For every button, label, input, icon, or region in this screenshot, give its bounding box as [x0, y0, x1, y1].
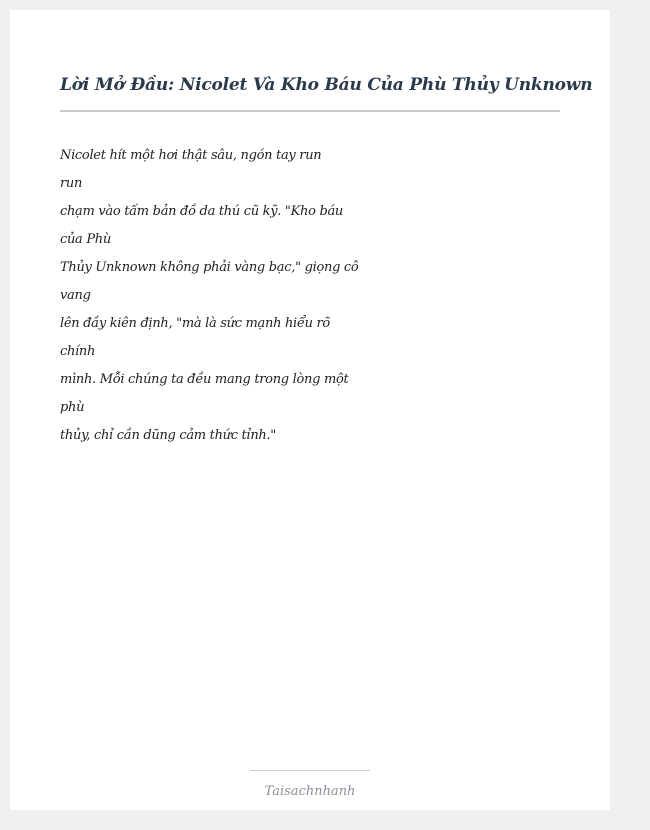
text-line: mình. Mỗi chúng ta đều mang trong lòng một	[60, 372, 349, 387]
body-text	[60, 142, 360, 450]
text-line: Nicolet hít một hơi thật sâu, ngón tay run	[60, 148, 322, 163]
page-title: Lời Mở Đầu: Nicolet Và Kho Báu Của Phù Thủy Unknown	[60, 75, 593, 95]
title-divider	[60, 110, 560, 112]
text-line: lên đầy kiên định, "mà là sức mạnh hiểu rõ	[60, 316, 330, 331]
text-line: run	[60, 176, 83, 191]
text-line: chạm vào tấm bản đồ da thú cũ kỹ. "Kho báu	[60, 204, 343, 219]
text-line: phù	[60, 400, 85, 415]
footer-divider	[250, 770, 370, 771]
footer-watermark: Taisachnhanh	[264, 784, 356, 799]
text-line: thủy, chỉ cần dũng cảm thức tỉnh."	[60, 428, 276, 443]
text-line: của Phù	[60, 232, 111, 247]
document-page	[10, 10, 610, 810]
text-line: chính	[60, 344, 96, 359]
text-line: vang	[60, 288, 91, 303]
text-line: Thủy Unknown không phải vàng bạc," giọng cô	[60, 260, 359, 275]
